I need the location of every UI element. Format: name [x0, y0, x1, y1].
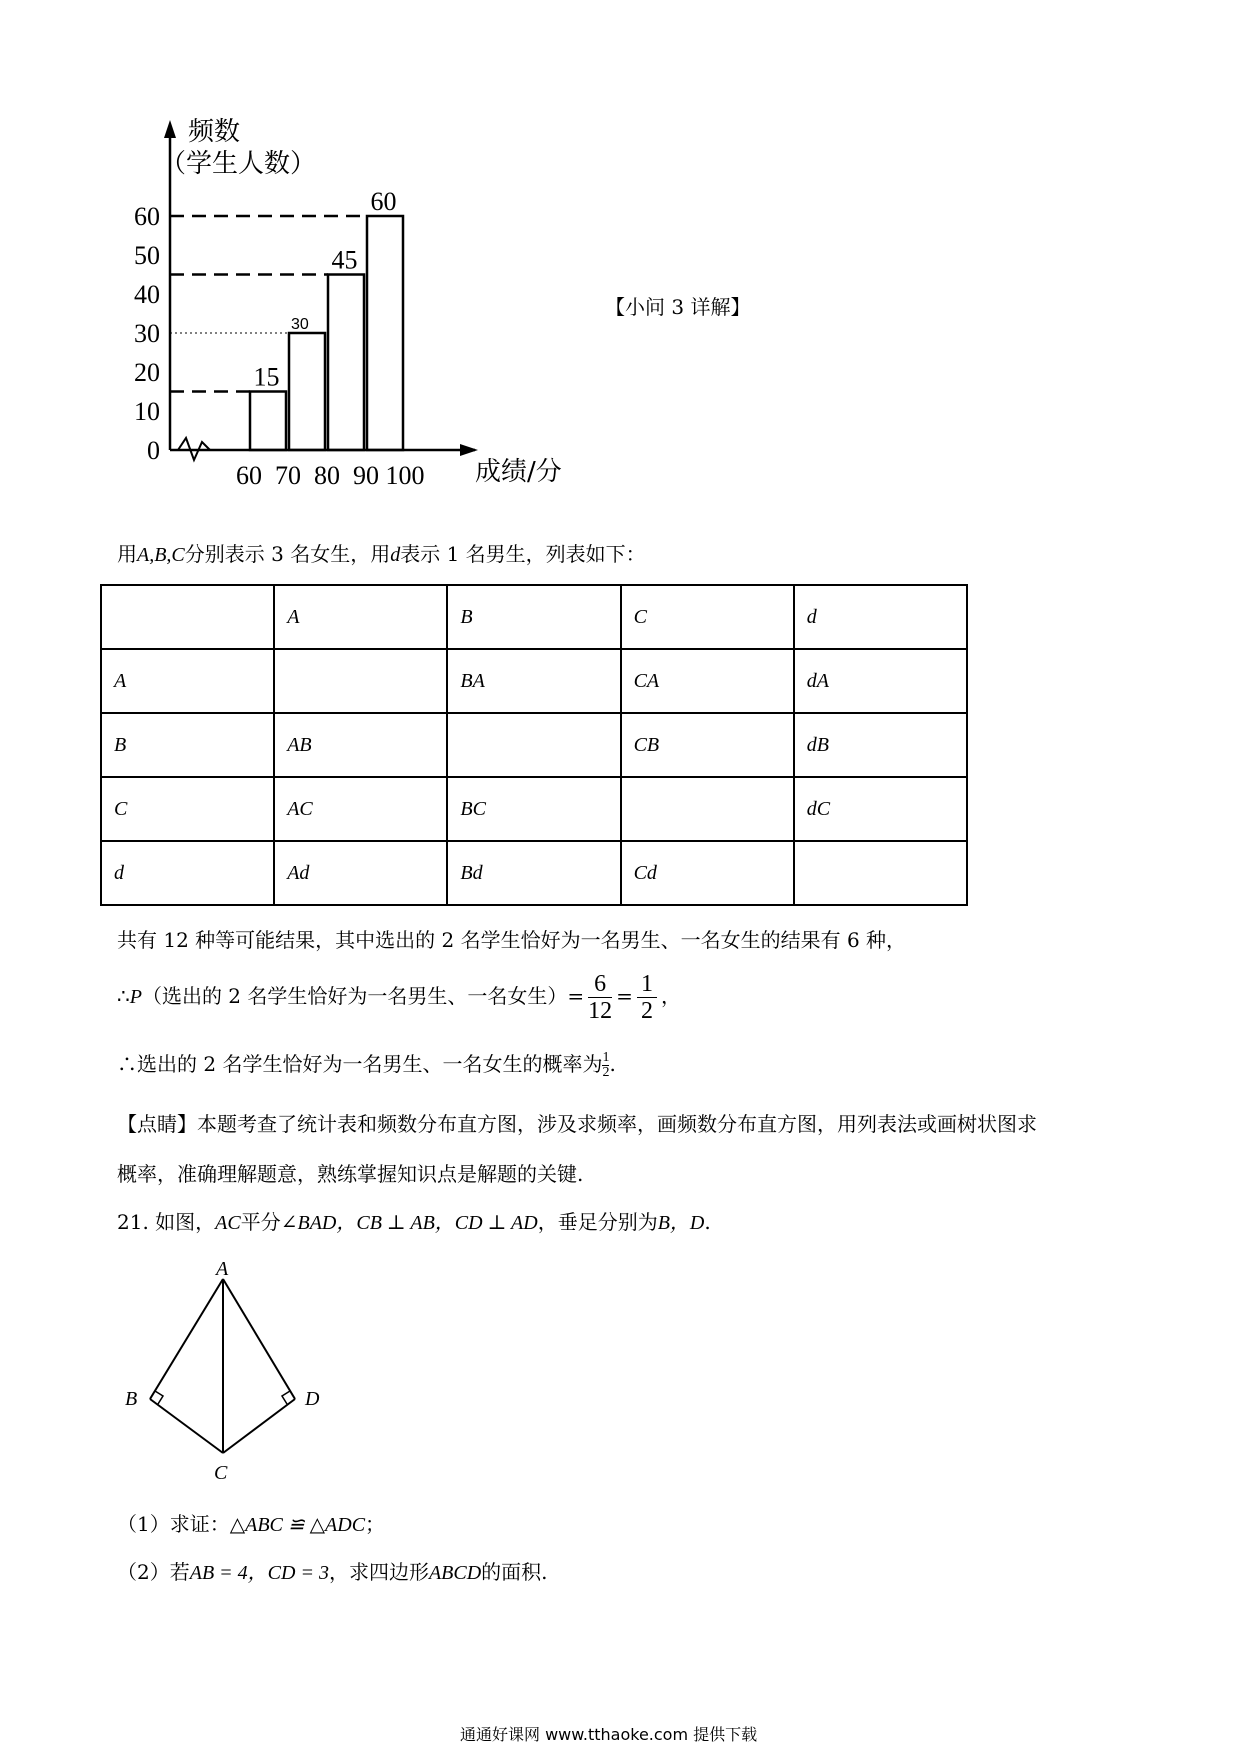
x-axis-label: 成绩/分	[475, 457, 562, 487]
right-angle-b	[155, 1391, 163, 1404]
table-cell: dC	[794, 777, 967, 841]
q21-conditions: ∠BAD，CB ⊥ AB，CD ⊥ AD	[280, 1212, 538, 1234]
outcome-table	[100, 584, 968, 906]
table-cell: CA	[621, 649, 794, 713]
sub2-t1: ，求四边形	[328, 1560, 429, 1584]
table-row	[101, 841, 967, 905]
label-c: C	[214, 1462, 228, 1484]
question-21	[117, 1208, 711, 1237]
y-tick-label: 50	[134, 241, 160, 270]
fraction-6-12: $\frac{6}{12}$	[588, 971, 613, 1024]
segment-ad	[223, 1279, 295, 1399]
table-cell	[274, 649, 447, 713]
right-angle-d	[282, 1391, 290, 1404]
fraction-1-2: $\frac{1}{2}$	[637, 971, 657, 1024]
table-cell: A	[274, 585, 447, 649]
bar-value-label: 15	[253, 362, 280, 392]
kite-figure	[115, 1255, 335, 1485]
table-cell: Ad	[274, 841, 447, 905]
conclusion-line	[117, 1046, 616, 1082]
q21-t2: ，垂足分别为	[537, 1210, 658, 1234]
histogram-bar	[367, 216, 403, 450]
histogram-bar	[328, 275, 364, 451]
table-cell: d	[794, 585, 967, 649]
table-cell: AC	[274, 777, 447, 841]
q21-prefix: 21. 如图，	[117, 1210, 216, 1234]
y-axis-arrow	[164, 120, 176, 138]
y-axis-label-unit: （学生人数）	[160, 149, 317, 179]
q21-t1: 平分	[240, 1210, 281, 1234]
sub2-tail: 的面积.	[481, 1560, 548, 1584]
footer: 通通好课网 www.tthaoke.com 提供下载	[460, 1725, 758, 1744]
x-tick-label: 60	[236, 461, 262, 490]
table-cell: B	[101, 713, 274, 777]
segment-dc	[223, 1399, 295, 1453]
sub2-math: AB = 4，CD = 3	[189, 1562, 329, 1584]
bar-value-label: 60	[370, 187, 397, 216]
table-cell: C	[101, 777, 274, 841]
table-cell	[794, 841, 967, 905]
intro-part2: 分别表示 3 名女生，用	[184, 542, 391, 566]
table-cell: C	[621, 585, 794, 649]
result-line: 共有 12 种等可能结果，其中选出的 2 名学生恰好为一名男生、一名女生的结果有 6 种，	[117, 928, 907, 952]
prob-tail: ，	[660, 984, 681, 1008]
label-a: A	[216, 1258, 229, 1280]
subquestion-2	[117, 1558, 548, 1587]
equals-2: =	[616, 984, 633, 1008]
intro-part3: 表示 1 名男生，列表如下：	[400, 542, 646, 566]
conclusion-text: ∴选出的 2 名学生恰好为一名男生、一名女生的概率为	[117, 1052, 603, 1076]
y-tick-label: 10	[134, 397, 160, 426]
table-cell: BC	[447, 777, 620, 841]
table-cell: d	[101, 841, 274, 905]
conclusion-tail: .	[609, 1052, 616, 1076]
intro-line	[117, 540, 646, 569]
x-tick-label: 70	[275, 461, 301, 490]
table-row	[101, 777, 967, 841]
x-tick-label: 90	[353, 461, 379, 490]
table-row	[101, 585, 967, 649]
table-cell: dB	[794, 713, 967, 777]
table-cell: Bd	[447, 841, 620, 905]
label-d: D	[305, 1388, 320, 1410]
comment-line-1: 【点睛】本题考查了统计表和频数分布直方图，涉及求频率，画频数分布直方图，用列表法或画树状图求	[117, 1112, 1037, 1136]
probability-line	[117, 966, 681, 1027]
frequency-histogram	[120, 110, 600, 500]
p-symbol: P	[129, 986, 142, 1008]
subquestion-1	[117, 1510, 385, 1539]
q21-ac: AC	[215, 1212, 241, 1234]
q21-bd: B，D	[657, 1212, 705, 1234]
table-cell: BA	[447, 649, 620, 713]
sub1-tail: ；	[365, 1512, 386, 1536]
x-tick-label: 100	[385, 461, 425, 490]
sub2-prefix: （2）若	[117, 1560, 190, 1584]
y-tick-label: 40	[134, 280, 160, 309]
equals-1: =	[567, 984, 585, 1008]
table-cell	[621, 777, 794, 841]
sub2-abcd: ABCD	[428, 1562, 482, 1584]
small-fraction: $\frac{1}{2}$	[602, 1050, 610, 1080]
intro-var-d: d	[390, 544, 401, 566]
table-cell: CB	[621, 713, 794, 777]
table-cell: AB	[274, 713, 447, 777]
label-b: B	[125, 1388, 138, 1410]
segment-ab	[150, 1279, 223, 1399]
x-tick-label: 80	[314, 461, 340, 490]
table-row	[101, 713, 967, 777]
y-tick-label: 20	[134, 358, 160, 387]
table-cell	[447, 713, 620, 777]
y-axis-label: 频数	[188, 117, 241, 147]
q21-t3: .	[704, 1210, 711, 1234]
table-cell	[101, 585, 274, 649]
histogram-bar	[289, 333, 325, 450]
y-tick-label: 60	[134, 202, 160, 231]
segment-bc	[150, 1399, 223, 1453]
side-note: 【小问 3 详解】	[605, 295, 751, 319]
bar-value-label: 45	[331, 245, 358, 275]
histogram-bar	[250, 392, 286, 451]
y-tick-label: 0	[147, 436, 160, 465]
table-cell: Cd	[621, 841, 794, 905]
x-axis-arrow	[460, 444, 478, 456]
table-cell: A	[101, 649, 274, 713]
y-tick-label: 30	[134, 319, 160, 348]
therefore-symbol: ∴	[117, 984, 130, 1008]
bar-value-label: 30	[291, 316, 309, 333]
table-row	[101, 649, 967, 713]
intro-part1: 用	[117, 542, 137, 566]
prob-event: （选出的 2 名学生恰好为一名男生、一名女生）	[141, 984, 568, 1008]
sub1-math: △ABC ≌ △ADC	[229, 1514, 366, 1536]
intro-vars: A,B,C	[137, 544, 185, 566]
comment-line-2: 概率，准确理解题意，熟练掌握知识点是解题的关键.	[117, 1162, 584, 1186]
table-cell: B	[447, 585, 620, 649]
table-cell: dA	[794, 649, 967, 713]
sub1-prefix: （1）求证：	[117, 1512, 230, 1536]
